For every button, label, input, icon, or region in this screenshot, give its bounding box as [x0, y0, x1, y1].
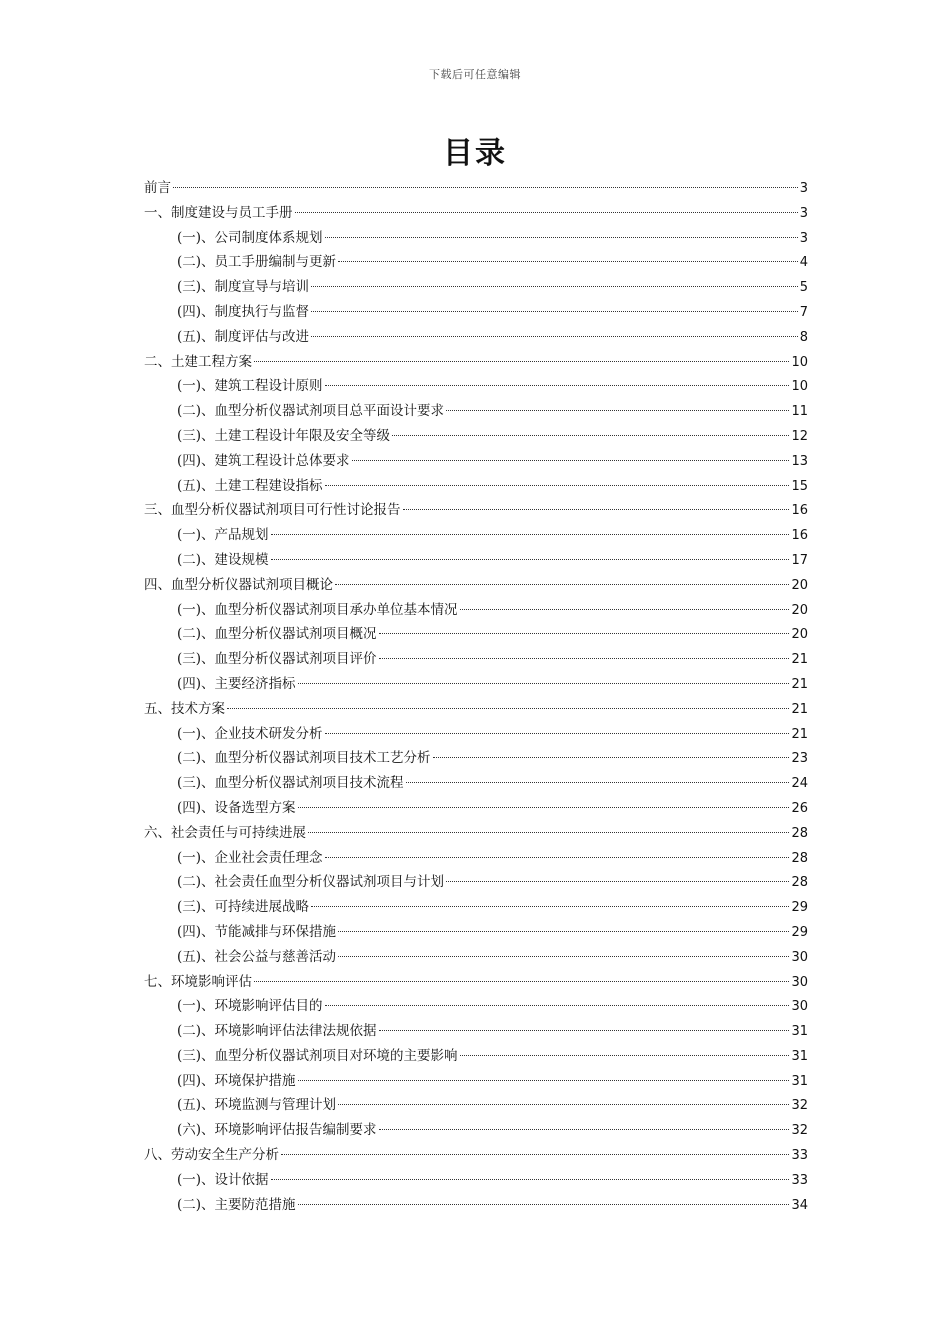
toc-leader-dots	[311, 906, 789, 907]
toc-leader-dots	[295, 212, 798, 213]
toc-entry-title: (一)、公司制度体系规划	[177, 229, 323, 246]
toc-leader-dots	[379, 658, 790, 659]
toc-leader-dots	[338, 956, 789, 957]
toc-entry[interactable]	[144, 275, 808, 300]
toc-entry[interactable]	[144, 250, 808, 275]
toc-entry-title: (一)、设计依据	[177, 1171, 269, 1188]
toc-leader-dots	[325, 237, 798, 238]
toc-entry-title: (三)、血型分析仪器试剂项目技术流程	[177, 775, 404, 792]
toc-entry-title: (三)、土建工程设计年限及安全等级	[177, 427, 391, 444]
toc-entry[interactable]	[144, 374, 808, 399]
toc-entry-title: (四)、建筑工程设计总体要求	[177, 452, 350, 469]
toc-entry-title: (五)、制度评估与改进	[177, 328, 310, 345]
toc-entry-page: 30	[791, 999, 808, 1015]
toc-entry-page: 29	[791, 924, 808, 940]
toc-entry-title: (五)、社会公益与慈善活动	[177, 948, 337, 965]
toc-entry[interactable]	[144, 920, 808, 945]
toc-entry-title: (五)、环境监测与管理计划	[177, 1097, 337, 1114]
toc-entry[interactable]	[144, 523, 808, 548]
toc-entry-title: 六、社会责任与可持续进展	[144, 824, 306, 841]
toc-entry-page: 21	[791, 726, 808, 742]
toc-entry-title: 七、环境影响评估	[144, 973, 252, 990]
toc-entry[interactable]	[144, 821, 808, 846]
toc-entry-title: 一、制度建设与员工手册	[144, 204, 293, 221]
toc-leader-dots	[325, 385, 790, 386]
toc-leader-dots	[254, 361, 789, 362]
toc-entry[interactable]	[144, 647, 808, 672]
toc-entry[interactable]	[144, 945, 808, 970]
toc-leader-dots	[403, 509, 790, 510]
toc-entry[interactable]	[144, 846, 808, 871]
toc-entry-title: (四)、设备选型方案	[177, 799, 296, 816]
toc-leader-dots	[325, 733, 790, 734]
toc-entry-page: 26	[791, 800, 808, 816]
toc-leader-dots	[281, 1154, 789, 1155]
toc-leader-dots	[227, 708, 789, 709]
toc-entry-page: 31	[791, 1048, 808, 1064]
toc-entry-page: 3	[799, 181, 808, 196]
toc-leader-dots	[254, 981, 789, 982]
toc-entry-title: (四)、节能减排与环保措施	[177, 923, 337, 940]
toc-entry[interactable]	[144, 325, 808, 350]
toc-entry-page: 32	[791, 1098, 808, 1114]
toc-entry-title: 八、劳动安全生产分析	[144, 1147, 279, 1164]
toc-leader-dots	[392, 435, 789, 436]
toc-entry[interactable]	[144, 796, 808, 821]
toc-entry[interactable]	[144, 746, 808, 771]
toc-entry[interactable]	[144, 449, 808, 474]
toc-entry-page: 24	[791, 776, 808, 792]
toc-entry-page: 28	[791, 875, 808, 891]
toc-leader-dots	[325, 1005, 790, 1006]
toc-entry-title: (四)、制度执行与监督	[177, 303, 310, 320]
toc-entry-page: 23	[791, 751, 808, 767]
toc-entry[interactable]	[144, 300, 808, 325]
toc-entry[interactable]	[144, 498, 808, 523]
toc-entry-page: 30	[791, 949, 808, 965]
toc-entry-title: (四)、环境保护措施	[177, 1072, 296, 1089]
toc-entry[interactable]	[144, 573, 808, 598]
toc-entry-page: 15	[791, 478, 808, 494]
toc-entry[interactable]	[144, 1193, 808, 1218]
toc-entry[interactable]	[144, 1093, 808, 1118]
toc-entry-title: (二)、建设规模	[177, 551, 269, 568]
toc-entry[interactable]	[144, 598, 808, 623]
toc-leader-dots	[325, 485, 790, 486]
toc-leader-dots	[325, 857, 790, 858]
toc-entry[interactable]	[144, 771, 808, 796]
toc-list	[144, 176, 808, 1217]
toc-entry-title: (一)、企业社会责任理念	[177, 849, 323, 866]
toc-entry[interactable]	[144, 226, 808, 251]
toc-leader-dots	[446, 881, 789, 882]
toc-entry-title: (二)、血型分析仪器试剂项目技术工艺分析	[177, 750, 431, 767]
toc-entry-page: 8	[799, 329, 808, 345]
toc-entry-title: (一)、企业技术研发分析	[177, 725, 323, 742]
toc-entry-page: 31	[791, 1024, 808, 1040]
toc-entry-title: (三)、血型分析仪器试剂项目评价	[177, 651, 377, 668]
toc-entry-page: 28	[791, 825, 808, 841]
toc-entry-page: 17	[791, 552, 808, 568]
toc-entry-title: (一)、建筑工程设计原则	[177, 378, 323, 395]
header-note: 下载后可任意编辑	[429, 68, 521, 81]
toc-entry[interactable]	[144, 697, 808, 722]
toc-entry[interactable]	[144, 1118, 808, 1143]
toc-entry[interactable]	[144, 1143, 808, 1168]
toc-leader-dots	[379, 1129, 790, 1130]
toc-leader-dots	[311, 311, 798, 312]
toc-entry[interactable]	[144, 722, 808, 747]
toc-entry-page: 12	[791, 428, 808, 444]
toc-entry-title: (三)、血型分析仪器试剂项目对环境的主要影响	[177, 1047, 458, 1064]
toc-entry[interactable]	[144, 622, 808, 647]
toc-leader-dots	[311, 336, 798, 337]
toc-leader-dots	[173, 187, 798, 188]
toc-entry-page: 30	[791, 974, 808, 990]
toc-entry-page: 28	[791, 850, 808, 866]
toc-entry-page: 10	[791, 354, 808, 370]
toc-entry-page: 33	[791, 1172, 808, 1188]
toc-entry[interactable]	[144, 201, 808, 226]
toc-entry-page: 11	[791, 404, 808, 420]
toc-leader-dots	[271, 534, 790, 535]
toc-leader-dots	[379, 633, 790, 634]
toc-entry-page: 34	[791, 1197, 808, 1213]
toc-entry-title: (二)、员工手册编制与更新	[177, 254, 337, 271]
toc-entry-page: 4	[799, 255, 808, 271]
toc-entry-title: (五)、土建工程建设指标	[177, 477, 323, 494]
toc-entry-title: 四、血型分析仪器试剂项目概论	[144, 576, 333, 593]
toc-entry[interactable]	[144, 424, 808, 449]
toc-entry-title: (六)、环境影响评估报告编制要求	[177, 1122, 377, 1139]
toc-entry-page: 7	[799, 304, 808, 320]
toc-entry-title: (一)、血型分析仪器试剂项目承办单位基本情况	[177, 601, 458, 618]
toc-entry-title: 前言	[144, 180, 171, 196]
toc-entry-page: 3	[799, 205, 808, 221]
toc-entry-page: 29	[791, 900, 808, 916]
toc-entry-page: 5	[799, 280, 808, 296]
toc-entry-title: (一)、产品规划	[177, 527, 269, 544]
toc-entry[interactable]	[144, 1019, 808, 1044]
toc-entry[interactable]	[144, 895, 808, 920]
toc-entry-title: (二)、血型分析仪器试剂项目概况	[177, 626, 377, 643]
toc-entry-title: (二)、主要防范措施	[177, 1196, 296, 1213]
toc-entry-title: (二)、社会责任血型分析仪器试剂项目与计划	[177, 874, 445, 891]
toc-entry-page: 32	[791, 1123, 808, 1139]
toc-entry-title: (三)、可持续进展战略	[177, 899, 310, 916]
toc-entry-page: 31	[791, 1073, 808, 1089]
toc-leader-dots	[338, 931, 789, 932]
toc-entry[interactable]	[144, 176, 808, 201]
toc-leader-dots	[271, 559, 790, 560]
toc-entry-page: 16	[791, 503, 808, 519]
toc-entry-page: 10	[791, 379, 808, 395]
toc-leader-dots	[446, 410, 789, 411]
toc-entry-page: 21	[791, 676, 808, 692]
toc-leader-dots	[433, 757, 790, 758]
toc-entry-title: 三、血型分析仪器试剂项目可行性讨论报告	[144, 502, 401, 519]
toc-leader-dots	[460, 609, 790, 610]
toc-entry[interactable]	[144, 994, 808, 1019]
toc-entry[interactable]	[144, 672, 808, 697]
toc-entry[interactable]	[144, 350, 808, 375]
toc-entry[interactable]	[144, 1044, 808, 1069]
toc-entry[interactable]	[144, 399, 808, 424]
toc-entry-title: (四)、主要经济指标	[177, 675, 296, 692]
toc-leader-dots	[352, 460, 790, 461]
toc-leader-dots	[271, 1179, 790, 1180]
toc-entry-page: 20	[791, 602, 808, 618]
toc-entry-title: (二)、环境影响评估法律法规依据	[177, 1023, 377, 1040]
toc-leader-dots	[338, 1104, 789, 1105]
toc-entry-page: 16	[791, 528, 808, 544]
toc-leader-dots	[308, 832, 789, 833]
toc-entry-page: 13	[791, 453, 808, 469]
toc-entry-title: 二、土建工程方案	[144, 353, 252, 370]
toc-leader-dots	[311, 286, 798, 287]
toc-leader-dots	[406, 782, 790, 783]
toc-entry[interactable]	[144, 474, 808, 499]
toc-leader-dots	[298, 1204, 790, 1205]
toc-entry-title: (二)、血型分析仪器试剂项目总平面设计要求	[177, 403, 445, 420]
toc-leader-dots	[298, 683, 790, 684]
toc-entry-page: 33	[791, 1148, 808, 1164]
toc-entry-page: 21	[791, 652, 808, 668]
toc-entry[interactable]	[144, 1069, 808, 1094]
toc-entry[interactable]	[144, 870, 808, 895]
toc-entry-title: (三)、制度宣导与培训	[177, 279, 310, 296]
toc-entry[interactable]	[144, 970, 808, 995]
toc-entry-page: 20	[791, 577, 808, 593]
toc-entry[interactable]	[144, 1168, 808, 1193]
toc-leader-dots	[460, 1055, 790, 1056]
toc-entry-page: 20	[791, 627, 808, 643]
toc-leader-dots	[335, 584, 789, 585]
toc-entry-title: 五、技术方案	[144, 700, 225, 717]
toc-entry-title: (一)、环境影响评估目的	[177, 998, 323, 1015]
toc-entry-page: 3	[799, 230, 808, 246]
toc-leader-dots	[298, 807, 790, 808]
toc-title: 目录	[443, 136, 507, 171]
toc-leader-dots	[298, 1080, 790, 1081]
toc-entry-page: 21	[791, 701, 808, 717]
toc-leader-dots	[338, 261, 798, 262]
toc-leader-dots	[379, 1030, 790, 1031]
toc-entry[interactable]	[144, 548, 808, 573]
